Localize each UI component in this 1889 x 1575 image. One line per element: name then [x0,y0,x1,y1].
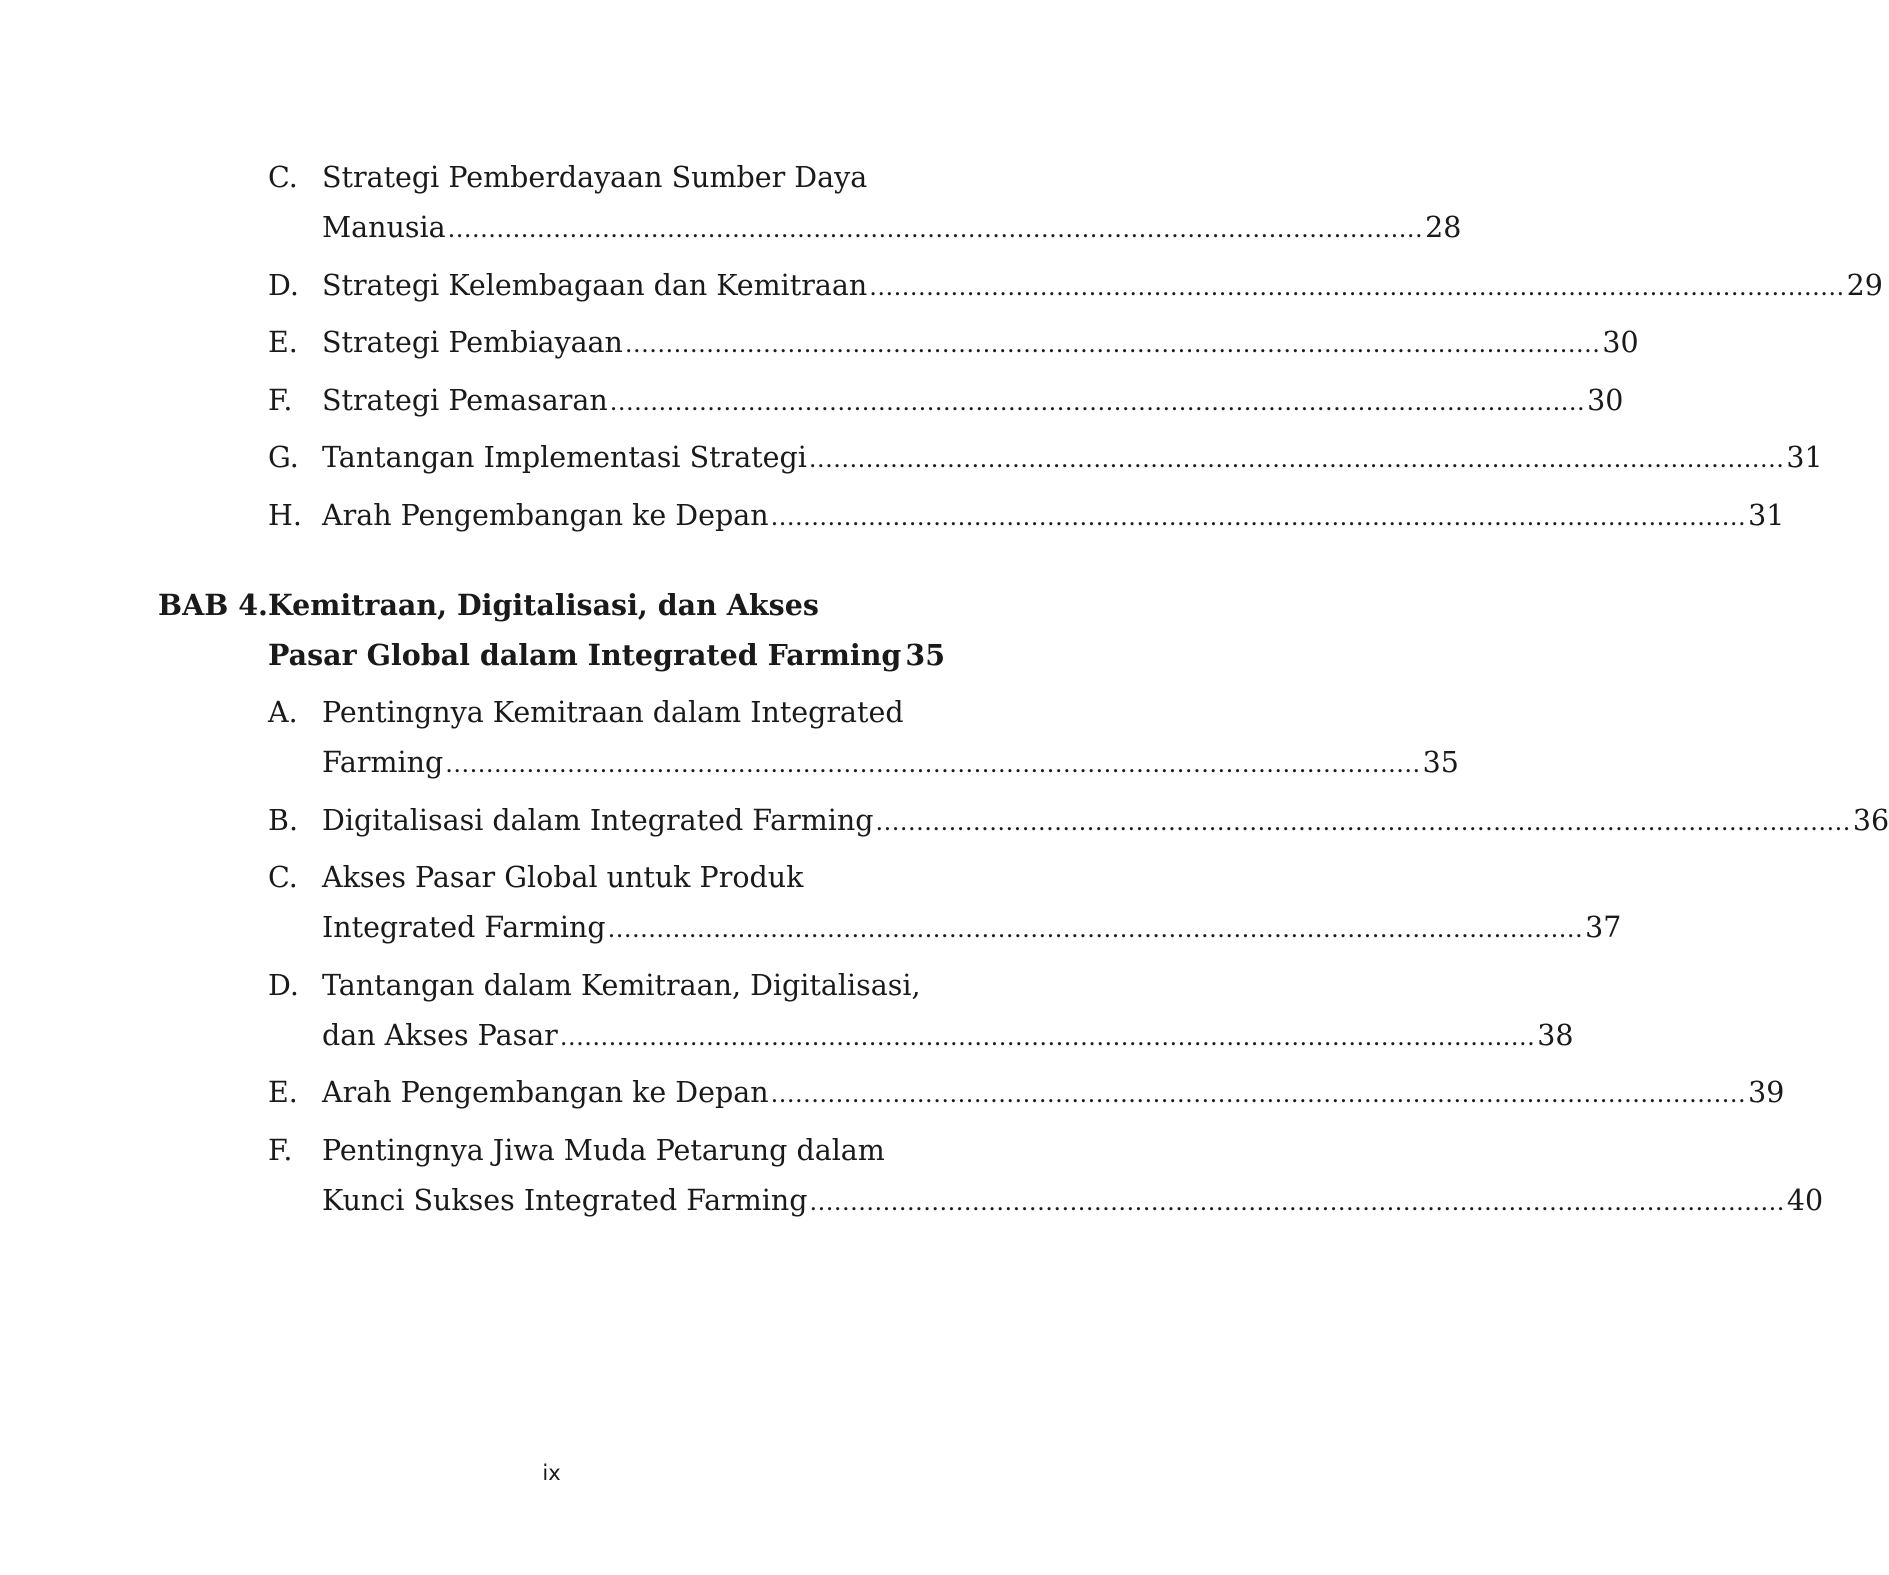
toc-entry-page: 30 [1602,326,1639,359]
toc-entry-title-line [322,153,941,203]
dot-leader: ........................................................................................................................ [808,445,1785,473]
dot-leader: ........................................................................................................................ [875,808,1851,836]
toc-entry-e[interactable] [268,318,1639,368]
toc-entry-title: Tantangan Implementasi Strategi [322,441,807,474]
toc-entry-leader-line [322,203,1462,254]
chapter-page: 35 [905,638,946,672]
toc-entry-page: 31 [1786,441,1823,474]
toc-entry-letter: D. [268,269,299,302]
toc-entry-leader-line [322,261,1883,312]
toc-entry-leader-line [322,738,1459,789]
toc-entry-leader-line [322,491,1785,542]
toc-entry-letter: D. [268,969,299,1002]
toc-entry-f[interactable] [268,1126,941,1176]
toc-entry-title: Strategi Pembiayaan [322,326,623,359]
toc-entry-letter: A. [268,696,298,729]
toc-entry-title: Pentingnya Jiwa Muda Petarung dalam [322,1134,885,1167]
toc-entry-b[interactable] [268,796,1889,846]
toc-entry-title-cont: dan Akses Pasar [322,1019,558,1052]
toc-entry-d[interactable] [268,261,1883,311]
toc-entry-title-line [322,688,941,738]
toc-entry-title: Strategi Pemberdayaan Sumber Daya [322,161,868,194]
toc-entry-letter: H. [268,499,302,532]
toc-entry-page: 31 [1748,499,1785,532]
toc-entry-c-continued[interactable] [268,903,1622,953]
toc-entry-leader-line [322,318,1639,369]
dot-leader: ........................................................................................................................ [607,915,1584,943]
toc-entry-letter: B. [268,804,299,837]
dot-leader: ........................................................................................................................ [770,503,1747,531]
toc-entry-title-cont: Kunci Sukses Integrated Farming [322,1184,808,1217]
toc-entry-e[interactable] [268,1068,1785,1118]
toc-entry-page: 37 [1585,911,1622,944]
toc-entry-leader-line [322,796,1889,847]
toc-entry-page: 28 [1425,211,1462,244]
dot-leader: ........................................................................................................................ [559,1023,1536,1051]
toc-entry-d[interactable] [268,961,941,1011]
toc-entry-letter: C. [268,861,298,894]
toc-entry-title: Arah Pengembangan ke Depan [322,1076,769,1109]
chapter-title-cont: Pasar Global dalam Integrated Farming [268,638,902,672]
toc-entry-title-cont: Integrated Farming [322,911,606,944]
toc-entry-letter: F. [268,384,293,417]
toc-entry-title-line [322,853,941,903]
dot-leader: ........................................................................................................................ [770,1080,1747,1108]
dot-leader: ........................................................................................................................ [445,750,1421,778]
toc-entry-leader-line [322,433,1823,484]
toc-entry-title: Digitalisasi dalam Integrated Farming [322,804,874,837]
chapter-label: BAB 4. [158,588,268,622]
toc-entry-leader-line [322,376,1624,427]
toc-entry-letter: E. [268,1076,298,1109]
toc-entry-d-continued[interactable] [268,1011,1574,1061]
toc-entry-f[interactable] [268,376,1624,426]
toc-entry-c[interactable] [268,853,941,903]
toc-entry-page: 29 [1846,269,1883,302]
toc-entry-letter: F. [268,1134,293,1167]
toc-entry-title: Strategi Kelembagaan dan Kemitraan [322,269,868,302]
toc-entry-title: Arah Pengembangan ke Depan [322,499,769,532]
chapter-title-line [268,580,941,630]
toc-entry-page: 39 [1748,1076,1785,1109]
toc-entry-page: 30 [1587,384,1624,417]
toc-entry-c[interactable] [268,153,941,203]
toc-entry-leader-line [322,903,1622,954]
toc-entry-page: 38 [1537,1019,1574,1052]
dot-leader: ........................................................................................................................ [869,273,1845,301]
toc-entry-letter: G. [268,441,299,474]
toc-entry-h[interactable] [268,491,1785,541]
toc-entry-title: Akses Pasar Global untuk Produk [322,861,804,894]
toc-entry-letter: C. [268,161,298,194]
dot-leader: ........................................................................................................................ [447,215,1424,243]
dot-leader: ........................................................................................................................ [624,330,1601,358]
dot-leader: ........................................................................................................................ [609,388,1586,416]
chapter-leader-line [268,630,946,682]
toc-entry-title-cont: Manusia [322,211,446,244]
toc-entry-title: Tantangan dalam Kemitraan, Digitalisasi, [322,969,921,1002]
toc-entry-page: 36 [1852,804,1889,837]
toc-entry-title-cont: Farming [322,746,444,779]
toc-entry-page: 35 [1422,746,1459,779]
toc-entry-title-line [322,1126,941,1176]
toc-entry-leader-line [322,1068,1785,1119]
dot-leader: ........................................................................................................................ [809,1188,1785,1216]
toc-entry-a[interactable] [268,688,941,738]
toc-entry-g[interactable] [268,433,1823,483]
toc-entry-leader-line [322,1011,1574,1062]
toc-entry-c-continued[interactable] [268,203,1462,253]
toc-entry-a-continued[interactable] [268,738,1459,788]
toc-entry-title: Strategi Pemasaran [322,384,608,417]
toc-entry-letter: E. [268,326,298,359]
chapter-title: Kemitraan, Digitalisasi, dan Akses [268,588,819,622]
toc-entry-page: 40 [1786,1184,1824,1217]
toc-entry-title: Pentingnya Kemitraan dalam Integrated [322,696,904,729]
toc-entry-leader-line [322,1176,1824,1227]
page-number: ix [542,1461,561,1485]
toc-entry-f-continued[interactable] [268,1176,1824,1226]
toc-entry-title-line [322,961,941,1011]
